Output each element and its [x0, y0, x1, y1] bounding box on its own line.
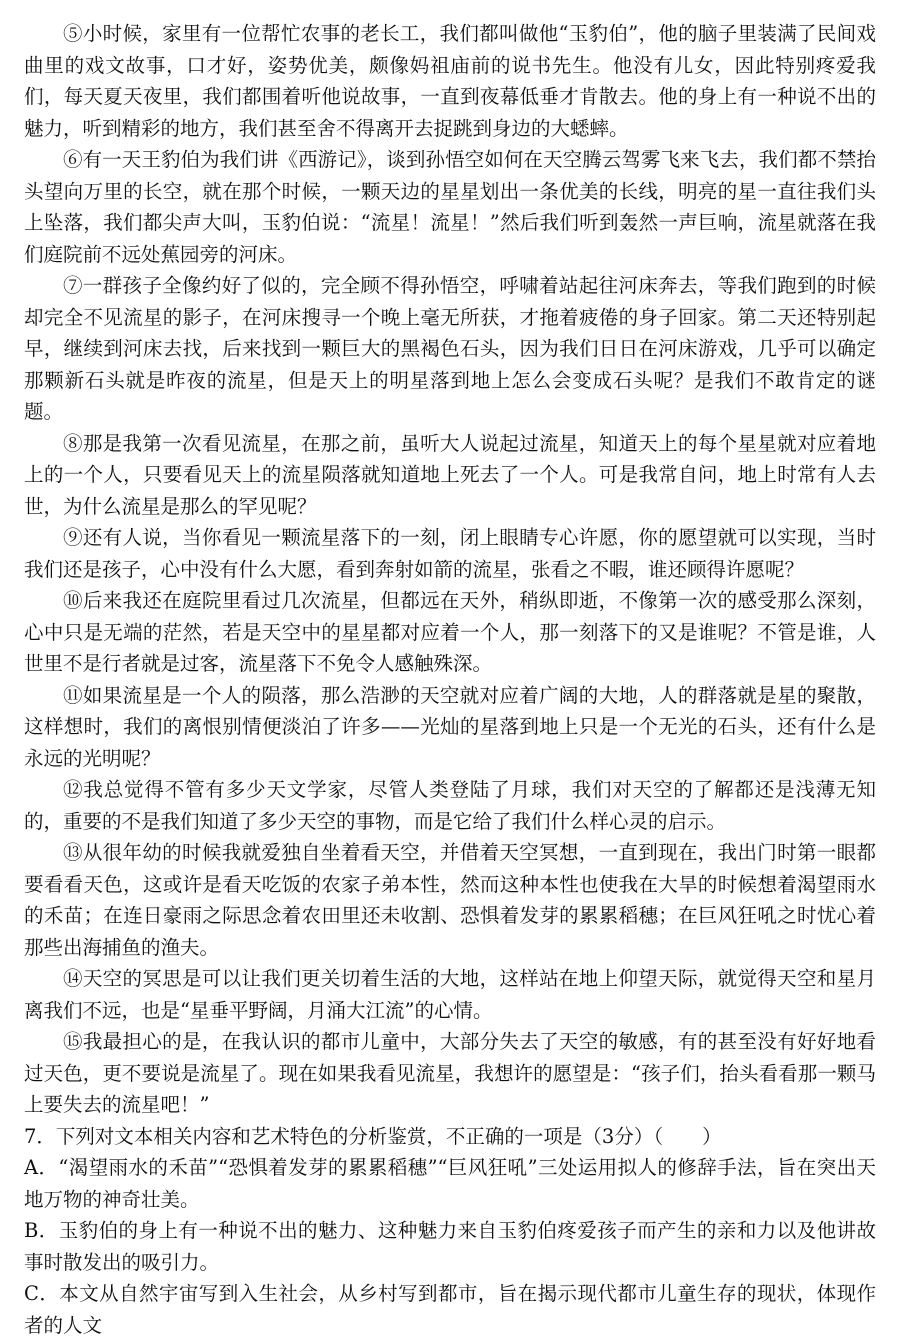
paragraph-7: ⑦一群孩子全像约好了似的，完全顾不得孙悟空，呼啸着站起往河床奔去，等我们跑到的时候却完全不见流星的影子，在河床搜寻一个晚上毫无所获，才拖着疲倦的身子回家。第二天还特别起早，继续到河床去找，后来找到一颗巨大的黑褐色石头，因为我们日日在河床游戏，几乎可以确定那颗新石头就是昨夜的流星，但是天上的明星落到地上怎么会变成石头呢？是我们不敢肯定的谜题。 — [24, 274, 876, 423]
question-7-stem: 7．下列对文本相关内容和艺术特色的分析鉴赏，不正确的一项是（3分）（ ） — [24, 1124, 722, 1148]
paragraph-12: ⑫我总觉得不管有多少天文学家，尽管人类登陆了月球，我们对天空的了解都还是浅薄无知的，重要的不是我们知道了多少天空的事物，而是它给了我们什么样心灵的启示。 — [24, 778, 876, 833]
option-c: C．本文从自然宇宙写到入生社会，从乡村写到都市，旨在揭示现代都市儿童生存的现状，体现作者的人文 — [24, 1282, 876, 1337]
paragraph-11: ⑪如果流星是一个人的陨落，那么浩渺的天空就对应着广阔的大地，人的群落就是星的聚散，这样想时，我们的离恨别情便淡泊了许多——光灿的星落到地上只是一个无光的石头，还有什么是永远的光明呢？ — [24, 683, 876, 770]
paragraph-8: ⑧那是我第一次看见流星，在那之前，虽听大人说起过流星，知道天上的每个星星就对应着地上的一个人，只要看见天上的流星陨落就知道地上死去了一个人。可是我常自问，地上时常有人去世，为什么流星是那么的罕见呢？ — [24, 431, 876, 518]
option-a: A．“渴望雨水的禾苗”“恐惧着发芽的累累稻穗”“巨风狂吼”三处运用拟人的修辞手法，旨在突出天地万物的神奇壮美。 — [24, 1156, 876, 1211]
paragraph-6: ⑥有一天王豹伯为我们讲《西游记》，谈到孙悟空如何在天空腾云驾雾飞来飞去，我们都不禁抬头望向万里的长空，就在那个时候，一颗天边的星星划出一条优美的长线，明亮的星一直往我们头上坠落，我们都尖声大叫，玉豹伯说：“流星！流星！”然后我们听到轰然一声巨响，流星就落在我们庭院前不远处蕉园旁的河床。 — [24, 148, 876, 266]
paragraph-13: ⑬从很年幼的时候我就爱独自坐着看天空，并借着天空冥想，一直到现在，我出门时第一眼都要看看天色，这或许是看天吃饭的农家子弟本性，然而这种本性也使我在大旱的时候想着渴望雨水的禾苗；在连日豪雨之际思念着农田里还未收割、恐惧着发芽的累累稻穗；在巨风狂吼之时忧心着那些出海捕鱼的渔夫。 — [24, 841, 876, 959]
paragraph-15: ⑮我最担心的是，在我认识的都市儿童中，大部分失去了天空的敏感，有的甚至没有好好地看过天色，更不要说是流星了。现在如果我看见流星，我想许的愿望是：“孩子们，抬头看看那一颗马上要失去的流星吧！” — [24, 1030, 876, 1116]
paragraph-14: ⑭天空的冥思是可以让我们更关切着生活的大地，这样站在地上仰望天际，就觉得天空和星月离我们不远，也是“星垂平野阔，月涌大江流”的心情。 — [24, 967, 876, 1022]
option-b: B．玉豹伯的身上有一种说不出的魅力、这种魅力来自玉豹伯疼爱孩子而产生的亲和力以及他讲故事时散发出的吸引力。 — [24, 1219, 876, 1274]
paragraph-9: ⑨还有人说，当你看见一颗流星落下的一刻，闭上眼睛专心许愿，你的愿望就可以实现，当时我们还是孩子，心中没有什么大愿，看到奔射如箭的流星，张看之不暇，谁还顾得许愿呢？ — [24, 526, 876, 581]
paragraph-5: ⑤小时候，家里有一位帮忙农事的老长工，我们都叫做他“玉豹伯”，他的脑子里装满了民间戏曲里的戏文故事，口才好，姿势优美，颇像妈祖庙前的说书先生。他没有儿女，因此特别疼爱我们，每天夏天夜里，我们都围着听他说故事，一直到夜幕低垂才肯散去。他的身上有一种说不出的魅力，听到精彩的地方，我们甚至舍不得离开去捉跳到身边的大蟋蟀。 — [24, 22, 876, 140]
paragraph-10: ⑩后来我还在庭院里看过几次流星，但都远在天外，稍纵即逝，不像第一次的感受那么深刻，心中只是无端的茫然，若是天空中的星星都对应着一个人，那一刻落下的又是谁呢？不管是谁，人世里不是行者就是过客，流星落下不免令人感触殊深。 — [24, 589, 876, 675]
